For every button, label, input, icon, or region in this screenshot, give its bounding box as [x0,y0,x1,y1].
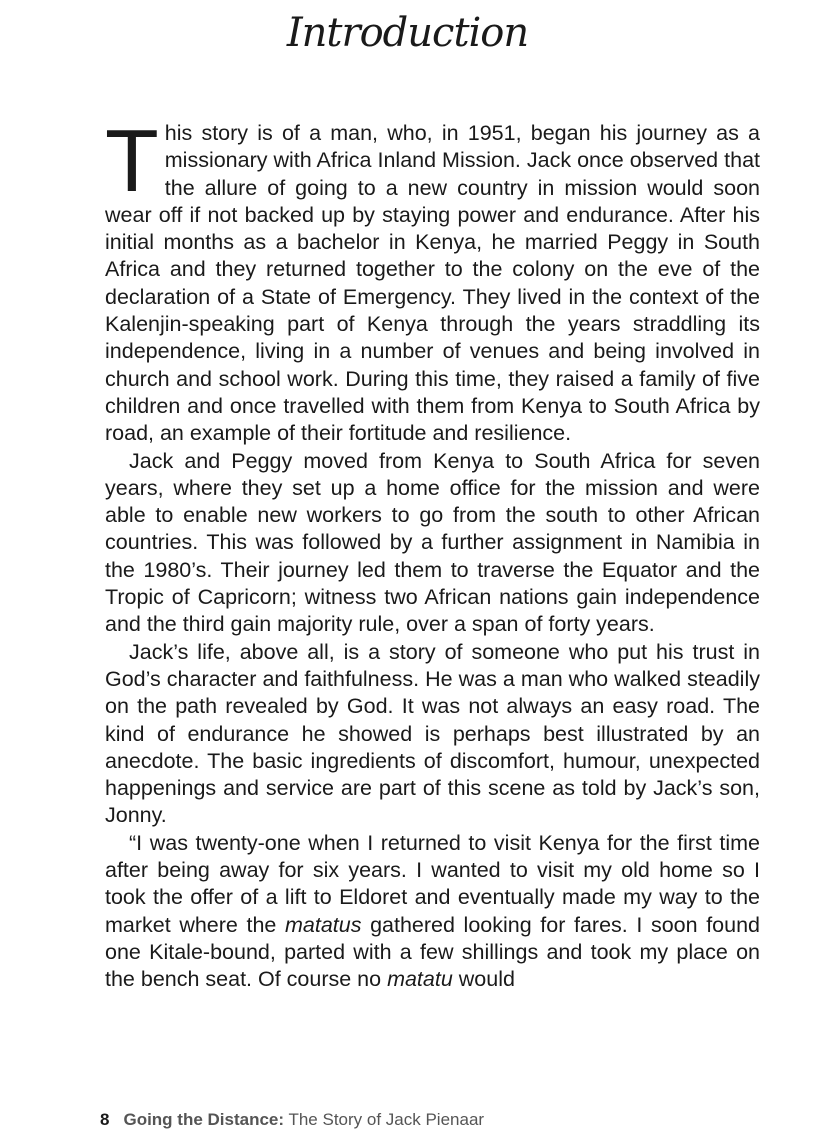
paragraph-1 [105,111,760,448]
body-text [105,111,760,994]
running-head-subtitle: The Story of Jack Pienaar [284,1110,485,1129]
italic-term-matatu: matatu [387,967,453,992]
page-footer [100,1110,484,1130]
paragraph-4-text-b: gathered looking for fares. I soon found one Kitale-bound, parted with a few shillings and took my place on the bench seat. Of course no [105,912,760,992]
paragraph-4-text-c: would [452,967,515,992]
paragraph-2: Jack and Peggy moved from Kenya to South Africa for seven years, where they set up a home office for the mission and were able to enable new workers to go from the south to other African countries. This was followed by a further assignment in Namibia in the 1980’s. Their journey led them to traverse the Equator and the Tropic of Capricorn; witness two African nations gain independence and the third gain majority rule, over a span of forty years. [105,448,760,637]
italic-term-matatus: matatus [284,912,362,937]
chapter-title: Introduction [286,10,529,56]
page-number: 8 [100,1110,110,1129]
paragraph-4 [105,830,760,994]
drop-cap: T [105,111,159,210]
paragraph-1-text: his story is of a man, who, in 1951, began his journey as a missionary with Africa Inland Mission. Jack once observed that the allure of going to a new country in mission would soon wear off if not backed up by staying power and endurance. After his initial months as a bachelor in Kenya, he married Peggy in South Africa and they returned together to the colony on the eve of the declaration of a State of Emergency. They lived in the context of the Kalenjin-speaking part of Kenya through the years straddling its independence, living in a number of venues and being involved in church and school work. During this time, they raised a family of five children and once travelled with them from Kenya to South Africa by road, an example of their fortitude and resilience. [105,121,760,446]
paragraph-3: Jack’s life, above all, is a story of someone who put his trust in God’s character and faithfulness. He was a man who walked steadily on the path revealed by God. It was not always an easy road. The kind of endurance he showed is perhaps best illustrated by an anecdote. The basic ingredients of discomfort, humour, unexpected happenings and service are part of this scene as told by Jack’s son, Jonny. [105,639,760,828]
running-head-title: Going the Distance: [123,1110,285,1129]
paragraph-4-text-a: “I was twenty-one when I returned to visit Kenya for the first time after being away for six years. I wanted to visit my old home so I took the offer of a lift to Eldoret and eventually made my way to the market where the [105,830,760,937]
